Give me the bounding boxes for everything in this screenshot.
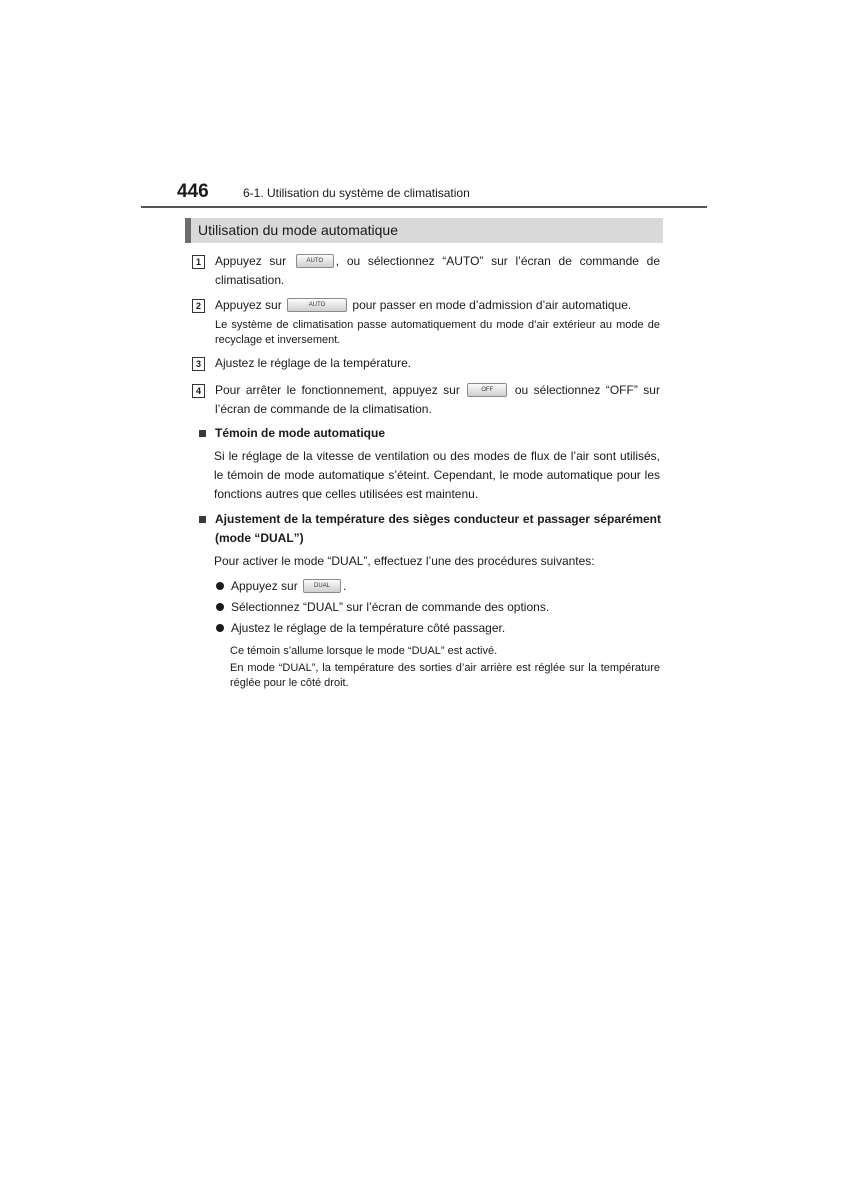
step-number: 2 — [192, 299, 205, 313]
step-text-before: Pour arrêter le fonctionnement, appuyez sur — [215, 383, 460, 397]
step-1 — [192, 252, 660, 290]
subheading-title: Témoin de mode automatique — [215, 426, 386, 440]
bullet-text — [231, 577, 660, 596]
bullet-dot-icon — [216, 582, 224, 590]
step-2 — [192, 296, 660, 348]
dual-button-icon: DUAL — [303, 579, 341, 593]
chapter-title: 6-1. Utilisation du système de climatisation — [243, 186, 470, 200]
bullet-item — [214, 598, 660, 617]
square-bullet-icon — [199, 516, 206, 523]
step-text-after: pour passer en mode d’admission d’air automatique. — [352, 298, 632, 312]
section-title: Utilisation du mode automatique — [198, 222, 399, 238]
step-text: Ajustez le réglage de la température. — [215, 356, 412, 370]
bullet-item — [214, 577, 660, 596]
bullet-text-after: . — [343, 579, 347, 593]
bullet-text: Sélectionnez “DUAL” sur l’écran de commande des options. — [231, 600, 550, 614]
note-line: Ce témoin s’allume lorsque le mode “DUAL” est activé. — [230, 645, 498, 657]
step-text — [215, 381, 660, 419]
step-text-before: Appuyez sur — [215, 298, 282, 312]
bullet-text: Ajustez le réglage de la température côté passager. — [231, 621, 506, 635]
step-text-after: ou sélectionnez “OFF” sur l’écran de commande de la climatisation. — [215, 383, 660, 416]
section-title-bar — [185, 218, 663, 243]
bullet-text-before: Appuyez sur — [231, 579, 298, 593]
subheading-title: Ajustement de la température des sièges conducteur et passager séparément (mode “DUAL”) — [215, 512, 661, 545]
step-4 — [192, 381, 660, 419]
step-3 — [192, 354, 660, 373]
dual-mode-notes — [230, 644, 660, 691]
dual-mode-heading — [199, 510, 661, 548]
bullet-dot-icon — [216, 624, 224, 632]
off-button-icon: OFF — [467, 383, 507, 397]
auto-button-icon: AUTO — [296, 254, 334, 268]
page-number: 446 — [177, 181, 209, 202]
auto-intake-button-icon: AUTO — [287, 298, 347, 312]
note-line: En mode “DUAL”, la température des sorties d’air arrière est réglée sur la température réglée pour le côté droit. — [230, 662, 660, 689]
dual-mode-intro: Pour activer le mode “DUAL”, effectuez l’une des procédures suivantes: — [214, 554, 595, 568]
bullet-dot-icon — [216, 603, 224, 611]
auto-indicator-text: Si le réglage de la vitesse de ventilation ou des modes de flux de l’air sont utilisés, le témoin de mode automatique s’éteint. Cependant, le mode automatique pour les fonctions autres que celles utilisées est maintenu. — [214, 449, 660, 501]
step-note: Le système de climatisation passe automatiquement du mode d’air extérieur au mode de recyclage et inversement. — [215, 319, 660, 346]
header-rule — [141, 206, 707, 208]
step-text-after: , ou sélectionnez “AUTO” sur l’écran de commande de climatisation. — [215, 254, 661, 287]
step-number: 1 — [192, 255, 205, 269]
step-text — [215, 252, 660, 290]
square-bullet-icon — [199, 430, 206, 437]
auto-indicator-heading — [199, 424, 661, 443]
step-number: 4 — [192, 384, 205, 398]
step-text — [215, 296, 660, 315]
step-number: 3 — [192, 357, 205, 371]
bullet-item — [214, 619, 660, 638]
step-text-before: Appuyez sur — [215, 254, 287, 268]
